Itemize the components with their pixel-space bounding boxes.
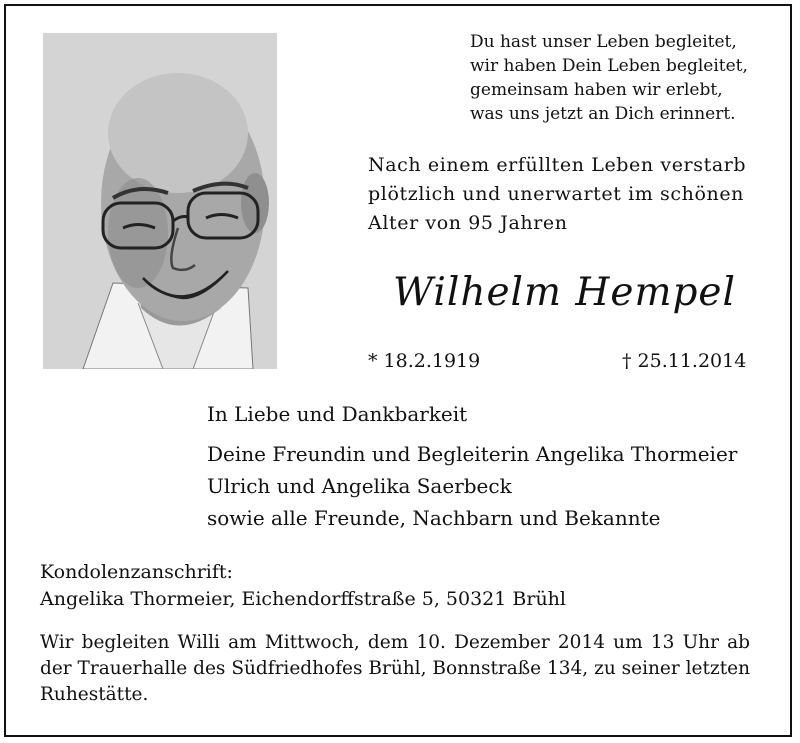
condolence-address: Angelika Thormeier, Eichendorffstraße 5, 50321 Brühl	[40, 588, 566, 610]
mourner-line: Deine Freundin und Begleiterin Angelika Thormeier	[207, 442, 738, 466]
intro-line: Alter von 95 Jahren	[368, 212, 568, 234]
poem-line: was uns jetzt an Dich erinnert.	[470, 104, 736, 124]
poem-line: gemeinsam haben wir erlebt,	[470, 80, 723, 100]
condolence-label: Kondolenzanschrift:	[40, 561, 233, 583]
poem-line: Du hast unser Leben begleitet,	[470, 32, 737, 52]
deceased-name: Wilhelm Hempel	[393, 270, 736, 315]
funeral-notice: Wir begleiten Willi am Mittwoch, dem 10. Dezember 2014 um 13 Uhr ab der Trauerhalle des Südfriedhofes Brühl, Bonnstraße 134, zu seiner letzten Ruhestätte.	[40, 632, 750, 705]
mourners-block	[207, 398, 767, 534]
intro-text	[368, 151, 748, 238]
poem	[470, 30, 770, 126]
intro-line: plötzlich und unerwartet im schönen	[368, 183, 745, 205]
mourner-line: sowie alle Freunde, Nachbarn und Bekannte	[207, 506, 661, 530]
birth-date: * 18.2.1919	[368, 350, 481, 372]
intro-line: Nach einem erfüllten Leben verstarb	[368, 154, 747, 176]
mourners-heading: In Liebe und Dankbarkeit	[207, 402, 468, 426]
condolence-address-block	[40, 559, 760, 613]
poem-line: wir haben Dein Leben begleitet,	[470, 56, 748, 76]
portrait-photo	[43, 33, 277, 369]
death-date: † 25.11.2014	[622, 350, 747, 372]
mourner-line: Ulrich und Angelika Saerbeck	[207, 474, 512, 498]
